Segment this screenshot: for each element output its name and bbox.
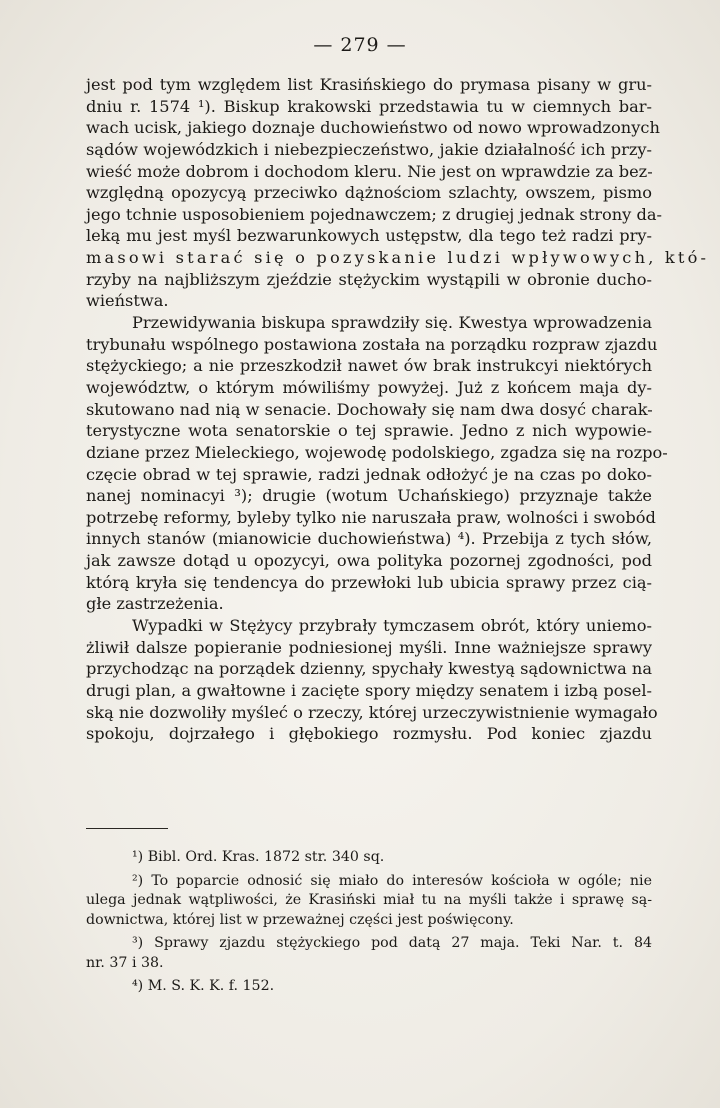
text-line: głe zastrzeżenia. [86, 594, 224, 614]
text-line: sądów wojewódzkich i niebezpieczeństwo, jakie działalność ich przy- [86, 139, 652, 159]
text-line-emphasis: masowi starać się o pozyskanie ludzi wpływowych, któ- [86, 248, 710, 268]
text-line: dniu r. 1574 ¹). Biskup krakowski przedstawia tu w ciemnych bar- [86, 96, 652, 116]
text-line: wieństwa. [86, 291, 169, 311]
main-text [86, 74, 710, 745]
text-line: trybunału wspólnego postawiona została na porządku rozpraw zjazdu [86, 334, 658, 354]
text-line: innych stanów (mianowicie duchowieństwa) ⁴). Przebija z tych słów, [86, 529, 652, 549]
footnote-line: ulega jednak wątpliwości, że Krasiński miał tu na myśli także i sprawę są- [86, 892, 652, 908]
text-line: względną opozycyą przeciwko dążnościom szlachty, owszem, pismo [86, 183, 652, 203]
footnotes [86, 848, 652, 997]
footnote-2 [86, 872, 652, 931]
text-line: rzyby na najbliższym zjeździe stężyckim wystąpili w obronie ducho- [86, 269, 652, 289]
text-line: drugi plan, a gwałtowne i zacięte spory między senatem i izbą posel- [86, 680, 652, 700]
text-line: terystyczne wota senatorskie o tej sprawie. Jedno z nich wypowie- [86, 421, 652, 441]
text-line: wach ucisk, jakiego doznaje duchowieństwo od nowo wprowadzonych [86, 118, 660, 138]
text-line: stężyckiego; a nie przeszkodził nawet ów brak instrukcyi niektórych [86, 356, 652, 376]
footnote-line: ²) To poparcie odnosić się miało do interesów kościoła w ogóle; nie [132, 872, 652, 889]
text-line: województw, o którym mówiliśmy powyżej. Już z końcem maja dy- [86, 377, 652, 397]
text-line: skutowano nad nią w senacie. Dochowały się nam dwa dosyć charak- [86, 399, 653, 419]
footnote-line: downictwa, której list w przeważnej części jest poświęcony. [86, 911, 514, 928]
footnote-line: ³) Sprawy zjazdu stężyckiego pod datą 27 maja. Teki Nar. t. 84 [132, 935, 652, 951]
footnote-1 [86, 848, 652, 868]
text-line: jest pod tym względem list Krasińskiego do prymasa pisany w gru- [86, 75, 652, 94]
text-line: ską nie dozwoliły myśleć o rzeczy, której urzeczywistnienie wymagało [86, 702, 658, 722]
text-line: jego tchnie usposobieniem pojednawczem; z drugiej jednak strony da- [86, 204, 662, 224]
footnote-line: ⁴) M. S. K. K. f. 152. [132, 978, 275, 994]
paragraph-3 [86, 615, 658, 745]
paragraph-2 [86, 312, 668, 615]
text-line: spokoju, dojrzałego i głębokiego rozmysłu. Pod koniec zjazdu [86, 724, 652, 744]
text-line: częcie obrad w tej sprawie, radzi jednak odłożyć je na czas po doko- [86, 464, 652, 484]
text-line: którą kryła się tendencya do przewłoki lub ubicia sprawy przez cią- [86, 572, 652, 592]
text-line: Przewidywania biskupa sprawdziły się. Kwestya wprowadzenia [132, 313, 652, 333]
text-line: przychodząc na porządek dzienny, spychały kwestyą sądownictwa na [86, 659, 653, 679]
paragraph-1 [86, 74, 710, 312]
text-line: potrzebę reformy, byleby tylko nie naruszała praw, wolności i swobód [86, 507, 656, 527]
text-line: żliwił dalsze popieranie podniesionej myśli. Inne ważniejsze sprawy [86, 637, 652, 657]
footnote-4 [86, 977, 652, 997]
footnote-line: ¹) Bibl. Ord. Kras. 1872 str. 340 sq. [132, 849, 385, 865]
text-line: jak zawsze dotąd u opozycyi, owa polityka pozornej zgodności, pod [86, 551, 652, 571]
text-line: leką mu jest myśl bezwarunkowych ustępstw, dla tego też radzi pry- [86, 226, 652, 246]
text-line: wieść może dobrom i dochodom kleru. Nie jest on wprawdzie za bez- [86, 161, 653, 181]
footnote-divider [86, 828, 168, 829]
footnote-line: nr. 37 i 38. [86, 954, 164, 971]
page-number: — 279 — [313, 34, 407, 56]
footnote-3 [86, 934, 652, 973]
text-line: dziane przez Mieleckiego, wojewodę podolskiego, zgadza się na rozpo- [86, 442, 668, 462]
text-line: nanej nominacyi ³); drugie (wotum Uchańskiego) przyznaje także [86, 486, 652, 506]
text-line: Wypadki w Stężycy przybrały tymczasem obrót, który uniemo- [132, 616, 652, 636]
